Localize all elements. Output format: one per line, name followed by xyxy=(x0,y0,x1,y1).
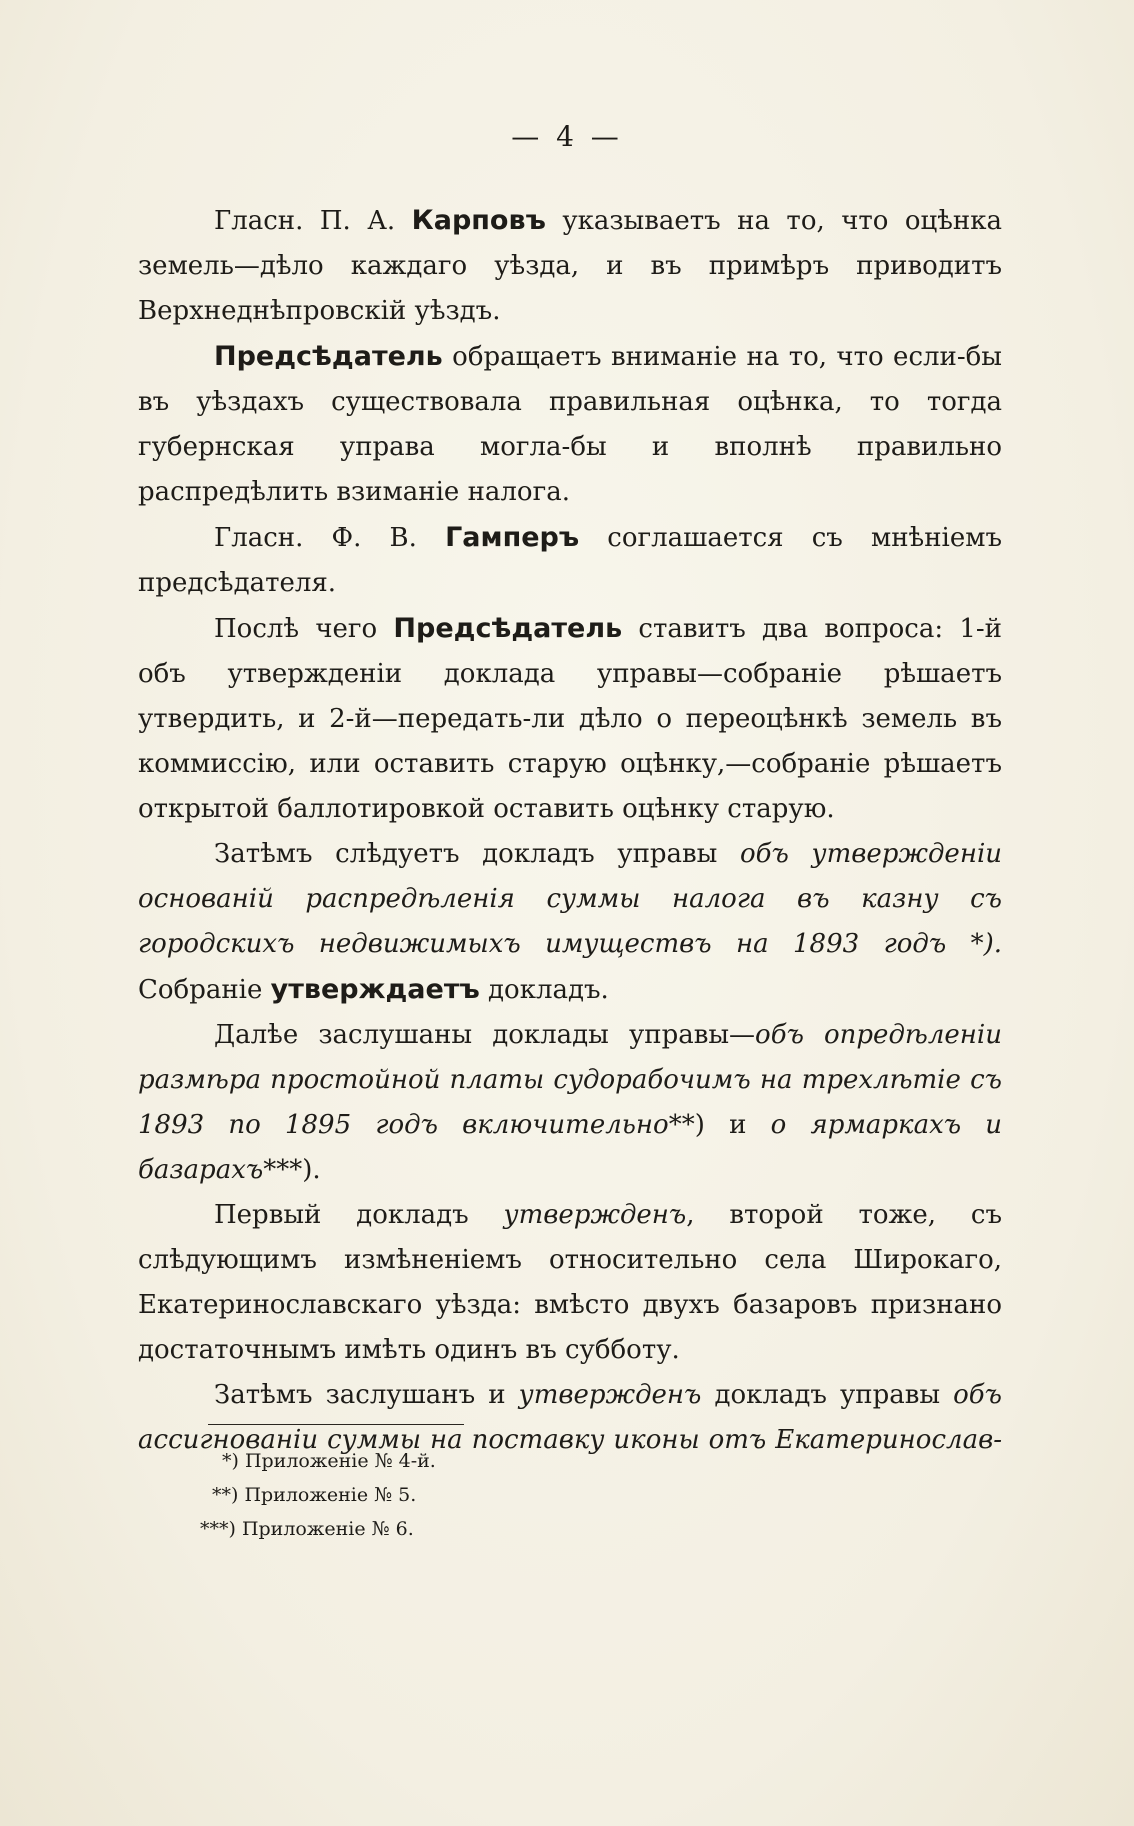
footnotes xyxy=(200,1444,436,1546)
body-text xyxy=(138,198,1002,1463)
paragraph-1 xyxy=(138,198,1002,334)
decision-word: утверждаетъ xyxy=(270,974,480,1005)
text: ставитъ два вопроса: 1-й объ утвержденіи доклада управы—собраніе рѣшаетъ утвердить, и 2-й—передать-ли дѣло о переоцѣнкѣ земель въ коммиссію, или оставить старую оцѣнку,—собраніе рѣшаетъ открытой баллотировкой оставить оцѣнку старую. xyxy=(138,614,1002,824)
paragraph-5 xyxy=(138,832,1002,1013)
text: Гласн. Ф. В. xyxy=(214,523,446,553)
footnote-item: ***) Приложеніе № 6. xyxy=(200,1518,414,1540)
text: Послѣ чего xyxy=(214,614,394,644)
speaker-name: Карповъ xyxy=(411,205,546,236)
speaker-name: Предсѣдатель xyxy=(214,341,443,372)
emphasis: утвержденъ xyxy=(518,1380,702,1410)
paragraph-7 xyxy=(138,1193,1002,1373)
footnote-item: *) Приложеніе № 4-й. xyxy=(222,1450,436,1472)
page-number: — 4 — xyxy=(511,120,623,153)
paragraph-6 xyxy=(138,1013,1002,1193)
text: Гласн. П. А. xyxy=(214,206,412,236)
report-title: объ опредѣленіи размѣра простойной платы судорабочимъ на трехлѣтіе съ 1893 по 1895 годъ включительно xyxy=(138,1020,1002,1140)
text: Первый докладъ xyxy=(214,1200,504,1230)
text: соглашается съ мнѣніемъ предсѣдателя. xyxy=(138,523,1003,598)
speaker-name: Предсѣдатель xyxy=(393,613,623,644)
text: Затѣмъ заслушанъ и xyxy=(214,1380,519,1410)
text: докладъ. xyxy=(479,975,609,1005)
text: и xyxy=(704,1110,771,1140)
report-title: объ ассигнованіи суммы на поставку иконы отъ Екатеринослав- xyxy=(138,1380,1002,1455)
speaker-name: Гамперъ xyxy=(445,522,580,553)
text: докладъ управы xyxy=(701,1380,954,1410)
paragraph-4 xyxy=(138,606,1002,832)
text: Затѣмъ слѣдуетъ докладъ управы xyxy=(214,839,741,869)
text: Собраніе xyxy=(138,975,271,1005)
text: указываетъ на то, что оцѣнка земель—дѣло каждаго уѣзда, и въ примѣръ приводитъ Верхнеднѣпровскій уѣздъ. xyxy=(138,206,1003,326)
text: , второй тоже, съ слѣдующимъ измѣненіемъ относительно села Широкаго, Екатеринославскаго уѣзда: вмѣсто двухъ базаровъ признано достаточнымъ имѣть одинъ въ субботу. xyxy=(138,1200,1002,1365)
footnote-item: **) Приложеніе № 5. xyxy=(212,1484,417,1506)
text: обращаетъ вниманіе на то, что если-бы въ уѣздахъ существовала правильная оцѣнка, то тогда губернская управа могла-бы и вполнѣ правильно распредѣлить взиманіе налога. xyxy=(138,342,1002,507)
footnote-mark: *). xyxy=(946,929,1002,959)
paragraph-2 xyxy=(138,334,1002,515)
report-title: объ утвержденіи основаній распредѣленія суммы налога въ казну съ городскихъ недвижимыхъ имуществъ на 1893 годъ xyxy=(138,839,1003,959)
report-title: о ярмаркахъ и базарахъ xyxy=(138,1110,1003,1185)
footnote-mark: **) xyxy=(668,1110,705,1140)
emphasis: утвержденъ xyxy=(503,1200,687,1230)
footnote-divider xyxy=(208,1424,464,1425)
footnote-mark: ***). xyxy=(263,1155,321,1185)
paragraph-3 xyxy=(138,515,1002,606)
text: Далѣе заслушаны доклады управы— xyxy=(214,1020,756,1050)
